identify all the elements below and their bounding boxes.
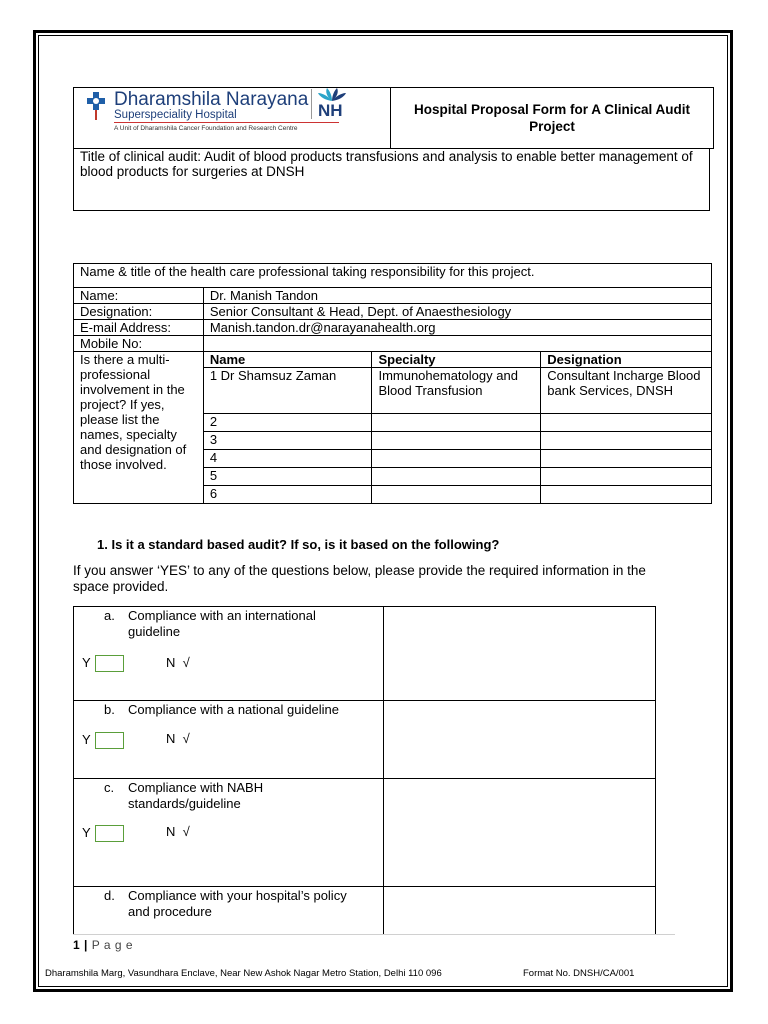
- col-header-name: Name: [203, 352, 372, 368]
- standards-table: [73, 606, 656, 935]
- item-text: Compliance with NABH standards/guideline: [128, 780, 264, 811]
- item-letter: d.: [104, 888, 115, 903]
- question-1-heading: 1. Is it a standard based audit? If so, is it based on the following?: [97, 537, 500, 552]
- member-specialty[interactable]: [372, 432, 541, 450]
- hospital-logo: [73, 87, 390, 149]
- item-letter: c.: [104, 780, 115, 795]
- form-title: Hospital Proposal Form for A Clinical Audit Project: [390, 87, 714, 149]
- hospital-emblem-icon: [82, 90, 110, 122]
- logo-separator: [311, 89, 312, 119]
- item-letter: b.: [104, 702, 115, 717]
- no-check-mark[interactable]: √: [182, 824, 190, 839]
- professional-heading: Name & title of the health care professional taking responsibility for this project.: [74, 264, 712, 288]
- answer-space[interactable]: [384, 607, 656, 701]
- yes-option: [82, 732, 124, 749]
- member-name: 5: [203, 468, 372, 486]
- item-text: Compliance with a national guideline: [128, 702, 340, 717]
- yes-option: [82, 655, 124, 672]
- logo-divider: [114, 122, 339, 123]
- mobile-label: Mobile No:: [74, 336, 204, 352]
- multi-professional-question: Is there a multi-professional involvement in the project? If yes, please list the names, specialty and designation of those involved.: [74, 352, 204, 504]
- email-label: E-mail Address:: [74, 320, 204, 336]
- item-c: [74, 779, 384, 887]
- no-check-mark[interactable]: √: [182, 731, 190, 746]
- yes-label: Y: [82, 655, 91, 670]
- member-name: 6: [203, 486, 372, 504]
- professional-table: [73, 263, 712, 504]
- item-letter: a.: [104, 608, 115, 623]
- no-label: N: [166, 731, 176, 746]
- no-option: [166, 731, 190, 746]
- audit-title: Title of clinical audit: Audit of blood products transfusions and analysis to enable better management of blood products for surgeries at DNSH: [73, 148, 710, 211]
- logo-name: Dharamshila Narayana: [114, 89, 309, 110]
- answer-space[interactable]: [384, 779, 656, 887]
- member-specialty: Immunohematology and Blood Transfusion: [372, 368, 541, 414]
- item-text: Compliance with an international guideline: [128, 608, 316, 639]
- answer-space[interactable]: [384, 701, 656, 779]
- nh-leaf-icon: [317, 88, 347, 102]
- member-name: 4: [203, 450, 372, 468]
- page-word: P a g e: [91, 938, 134, 952]
- nh-logo-text: NH: [318, 101, 343, 120]
- page-num-value: 1: [73, 938, 81, 952]
- mobile-value[interactable]: [203, 336, 711, 352]
- member-specialty[interactable]: [372, 414, 541, 432]
- answer-space[interactable]: [384, 887, 656, 935]
- logo-subtitle: Superspeciality Hospital: [114, 109, 237, 121]
- question-1-intro: If you answer ‘YES’ to any of the questions below, please provide the required information in the space provided.: [73, 563, 646, 594]
- no-label: N: [166, 655, 176, 670]
- yes-checkbox[interactable]: [95, 655, 124, 672]
- no-label: N: [166, 824, 176, 839]
- member-designation: Consultant Incharge Blood bank Services, DNSH: [541, 368, 712, 414]
- member-designation[interactable]: [541, 450, 712, 468]
- item-a: [74, 607, 384, 701]
- col-header-specialty: Specialty: [372, 352, 541, 368]
- name-label: Name:: [74, 288, 204, 304]
- designation-label: Designation:: [74, 304, 204, 320]
- member-specialty[interactable]: [372, 468, 541, 486]
- col-header-designation: Designation: [541, 352, 712, 368]
- member-designation[interactable]: [541, 414, 712, 432]
- member-specialty[interactable]: [372, 450, 541, 468]
- member-name: 1 Dr Shamsuz Zaman: [203, 368, 372, 414]
- yes-checkbox[interactable]: [95, 825, 124, 842]
- member-designation[interactable]: [541, 486, 712, 504]
- no-check-mark[interactable]: √: [182, 655, 190, 670]
- member-specialty[interactable]: [372, 486, 541, 504]
- yes-option: [82, 825, 124, 842]
- no-option: [166, 655, 190, 670]
- member-designation[interactable]: [541, 432, 712, 450]
- email-value: Manish.tandon.dr@narayanahealth.org: [203, 320, 711, 336]
- footer-format-number: Format No. DNSH/CA/001: [523, 968, 635, 979]
- yes-label: Y: [82, 732, 91, 747]
- page-separator: |: [84, 938, 88, 952]
- item-d: [74, 887, 384, 935]
- item-text: Compliance with your hospital’s policy and procedure: [128, 888, 347, 919]
- member-name: 3: [203, 432, 372, 450]
- no-option: [166, 824, 190, 839]
- designation-value: Senior Consultant & Head, Dept. of Anaesthesiology: [203, 304, 711, 320]
- item-b: [74, 701, 384, 779]
- footer-divider: [73, 934, 675, 935]
- yes-label: Y: [82, 825, 91, 840]
- member-designation[interactable]: [541, 468, 712, 486]
- yes-checkbox[interactable]: [95, 732, 124, 749]
- footer-address: Dharamshila Marg, Vasundhara Enclave, Near New Ashok Nagar Metro Station, Delhi 110 096: [45, 968, 442, 979]
- member-name: 2: [203, 414, 372, 432]
- page-number: [73, 938, 133, 952]
- logo-tagline: A Unit of Dharamshila Cancer Foundation and Research Centre: [114, 125, 298, 132]
- name-value: Dr. Manish Tandon: [203, 288, 711, 304]
